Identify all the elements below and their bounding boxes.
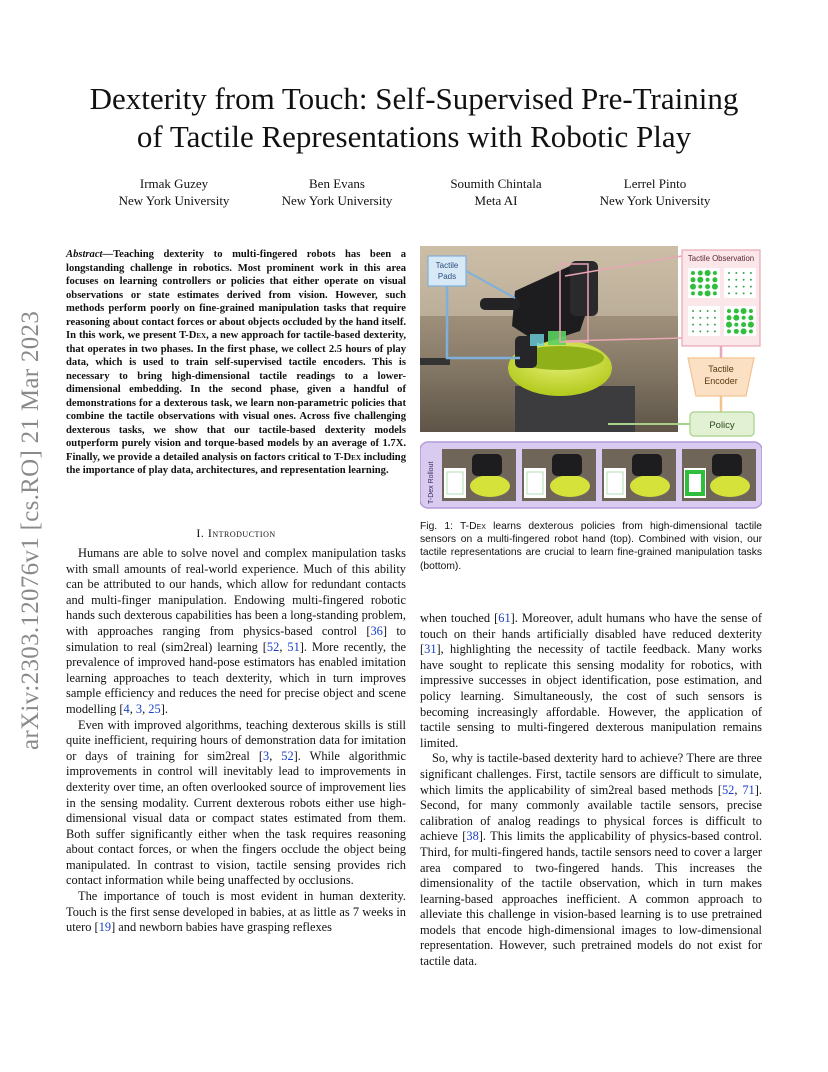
tactile-pads-label-1: Tactile <box>435 261 459 270</box>
tactile-dot <box>750 292 752 294</box>
tactile-dot <box>741 322 746 327</box>
tactile-dot <box>714 317 716 319</box>
tactile-dot <box>734 329 739 334</box>
tactile-dot <box>741 328 747 334</box>
tactile-dot <box>698 271 703 276</box>
tactile-pads-label-2: Pads <box>437 272 457 281</box>
tactile-dot <box>698 285 702 289</box>
tactile-dot <box>705 290 711 296</box>
left-column-body <box>66 546 406 936</box>
tactile-dot <box>707 324 709 326</box>
tactile-dot <box>749 329 753 333</box>
tactile-dot <box>707 330 709 332</box>
tactile-dot <box>691 271 695 275</box>
tactile-dot <box>691 277 696 282</box>
figure-caption: Fig. 1: T-Dex learns dexterous policies from high-dimensional tactile sensors on a multi-fingered robot hand (top). Combined with vision, our tactile representations are crucial to learn fine-grained manipulation tasks (bottom). <box>420 521 762 572</box>
author-affiliation: New York University <box>118 193 230 208</box>
paragraph: when touched [61]. Moreover, adult humans who have the sense of touch on their hands artificially disabled have reduced dexterity [31], highlighting the necessity of tactile feedback. Many works have sought to replicate this sensing modality for robotics, with impressive successes in object identification, pose estimation, and policy learning. Simultaneously, the cost of such sensors is becoming increasingly affordable. However, the application of tactile sensing to multi-fingered dexterous manipulation remains limited. <box>420 611 762 750</box>
tactile-dot <box>692 330 694 332</box>
author-affiliation: New York University <box>599 193 711 208</box>
policy-label: Policy <box>709 420 735 431</box>
tactile-dot <box>712 277 717 282</box>
tactile-dot <box>735 292 737 294</box>
tactile-dot <box>712 284 718 290</box>
tactile-dot <box>743 292 745 294</box>
tactile-dot <box>713 271 717 275</box>
rollout-frame <box>442 449 516 501</box>
tactile-dot <box>699 324 701 326</box>
tactile-dot <box>728 279 730 281</box>
tactile-dot <box>705 284 710 289</box>
tactile-dot <box>707 310 709 312</box>
paragraph: Even with improved algorithms, teaching dexterous skills is still quite inefficient, requiring hours of demonstration data for imitation or days of training for sim2real [3, 52]. While algorithmic improvements in control will inevitably lead to improvements in dexterity over time, an often overlooked source of improvement lies in the sensing modality. Current dexterous robots either use high-dimensional visual data or compact states estimated from them. Both suffer significantly either when the task requires reasoning about contact forces, or when the fingers occlude the object being manipulated. In contrast to vision, tactile sensing provides rich contact information while being unaffected by occlusions. <box>66 717 406 888</box>
tactile-dot <box>750 279 752 281</box>
tactile-dot <box>742 316 746 320</box>
paragraph: The importance of touch is most evident in human dexterity. Touch is the first sense developed in babies, at as little as 7 weeks in utero [19] and newborn babies have grasping reflexes <box>66 889 406 935</box>
rollout-frame <box>522 449 596 501</box>
tactile-dot <box>728 292 730 294</box>
tactile-dot <box>726 322 732 328</box>
tactile-dot <box>749 309 753 313</box>
tactile-dot <box>690 284 696 290</box>
tactile-dot <box>699 310 701 312</box>
rollout-frame <box>682 449 756 501</box>
tactile-dot <box>699 330 701 332</box>
tactile-dot <box>735 272 737 274</box>
figure-1-graphic <box>420 246 762 510</box>
tactile-dot <box>714 324 716 326</box>
tactile-dot <box>733 315 739 321</box>
author-name: Soumith Chintala <box>450 176 542 191</box>
author-1 <box>84 175 264 209</box>
tactile-dot <box>692 310 694 312</box>
author-2 <box>247 175 427 209</box>
tactile-dot <box>707 317 709 319</box>
tactile-dot <box>692 324 694 326</box>
author-affiliation: New York University <box>281 193 393 208</box>
tactile-dot <box>727 329 731 333</box>
tactile-encoder-label-1: Tactile <box>708 364 734 374</box>
author-name: Ben Evans <box>309 176 365 191</box>
author-3 <box>406 175 586 209</box>
section-heading-introduction: I. Introduction <box>196 526 276 540</box>
tactile-dot <box>692 317 694 319</box>
tactile-dot <box>698 291 703 296</box>
tactile-dot <box>728 272 730 274</box>
tactile-dot <box>743 286 745 288</box>
title-line-2: of Tactile Representations with Robotic Play <box>136 119 692 154</box>
figure-1 <box>420 246 762 510</box>
tactile-dot <box>741 308 747 314</box>
tactile-dot <box>691 291 695 295</box>
tactile-observation-label: Tactile Observation <box>687 254 755 263</box>
tactile-dot <box>713 291 717 295</box>
tactile-dot <box>750 272 752 274</box>
paper-title <box>40 80 788 156</box>
arxiv-stamp: arXiv:2303.12076v1 [cs.RO] 21 Mar 2023 <box>17 310 44 750</box>
tactile-dot <box>728 286 730 288</box>
tactile-dot <box>743 272 745 274</box>
tactile-dot <box>699 317 701 319</box>
tactile-dot <box>734 309 739 314</box>
tactile-dot <box>727 309 731 313</box>
tactile-dot <box>748 315 753 320</box>
author-name: Lerrel Pinto <box>623 176 687 191</box>
tactile-dot <box>697 277 703 283</box>
tactile-dot <box>714 310 716 312</box>
tactile-dot <box>706 278 710 282</box>
tactile-dot <box>734 323 738 327</box>
right-column-body <box>420 611 762 970</box>
tactile-encoder-label-2: Encoder <box>704 376 738 386</box>
tactile-dot <box>714 330 716 332</box>
tactile-dot <box>750 286 752 288</box>
title-line-1: Dexterity from Touch: Self-Supervised Pre-Training <box>89 81 739 116</box>
rollout-label: T-Dex Rollout <box>428 461 435 504</box>
tactile-dot <box>727 315 732 320</box>
tactile-dot <box>705 270 711 276</box>
author-affiliation: Meta AI <box>474 193 518 208</box>
tactile-dot <box>735 286 737 288</box>
paragraph: So, why is tactile-based dexterity hard to achieve? There are three significant challenges. First, tactile sensors are difficult to simulate, which limits the applicability of sim2real based methods [52, 71]. Second, for many commonly available tactile sensors, precise calibration of analog readings to physical forces is difficult to achieve [38]. This limits the applicability of physics-based control. Third, for multi-fingered hands, tactile sensors need to cover a larger area compared to two-fingered hands. This increases the dimensionality of the tactile observation, which in turn makes learning-based approaches inefficient. A common approach to alleviate this challenge in vision-based learning is to use pretrained models that encode high-dimensional images to low-dimensional representation. However, such pretrained models do not exist for tactile data. <box>420 751 762 969</box>
author-name: Irmak Guzey <box>139 176 209 191</box>
author-4 <box>565 175 745 209</box>
abstract <box>66 248 406 478</box>
abstract-lead: Abstract <box>66 249 103 260</box>
tactile-dot <box>743 279 745 281</box>
tactile-dot <box>748 322 754 328</box>
abstract-text: —Teaching dexterity to multi-fingered robots has been a longstanding challenge in robotics. Most prominent work in this area focuses on learning controllers or policies that either operate on visual observations or state estimates derived from vision. However, such methods perform poorly on fine-grained manipulation tasks that require reasoning about contact forces or about objects occluded by the hand itself. In this work, we present T-Dex, a new approach for tactile-based dexterity, that operates in two phases. In the first phase, we collect 2.5 hours of play data, which is used to train self-supervised tactile encoders. This is necessary to bring high-dimensional tactile readings to a lower-dimensional embedding. In the second phase, given a handful of demonstrations for a dexterous task, we learn non-parametric policies that combine the tactile observations with visual ones. Across five challenging dexterous tasks, we show that our tactile-based dexterity models outperform purely vision and torque-based models by an average of 1.7X. Finally, we provide a detailed analysis on factors critical to T-Dex including the importance of play data, architectures, and representation learning. <box>66 249 406 476</box>
rollout-frame <box>602 449 676 501</box>
paragraph: Humans are able to solve novel and complex manipulation tasks with small amounts of real-world experience. Much of this ability can be attributed to our hands, which allow for redundant contacts and multi-finger manipulation. Endowing multi-fingered robotic hands such dexterous capabilities has been a long-standing problem, with approaches ranging from physics-based control [36] to simulation to real (sim2real) learning [52, 51]. More recently, the prevalence of improved hand-pose estimators has enabled imitation learning approaches to teach dexterity, which in turn improves sample efficiency and reduces the need for precise object and scene modelling [4, 3, 25]. <box>66 546 407 716</box>
tactile-dot <box>735 279 737 281</box>
